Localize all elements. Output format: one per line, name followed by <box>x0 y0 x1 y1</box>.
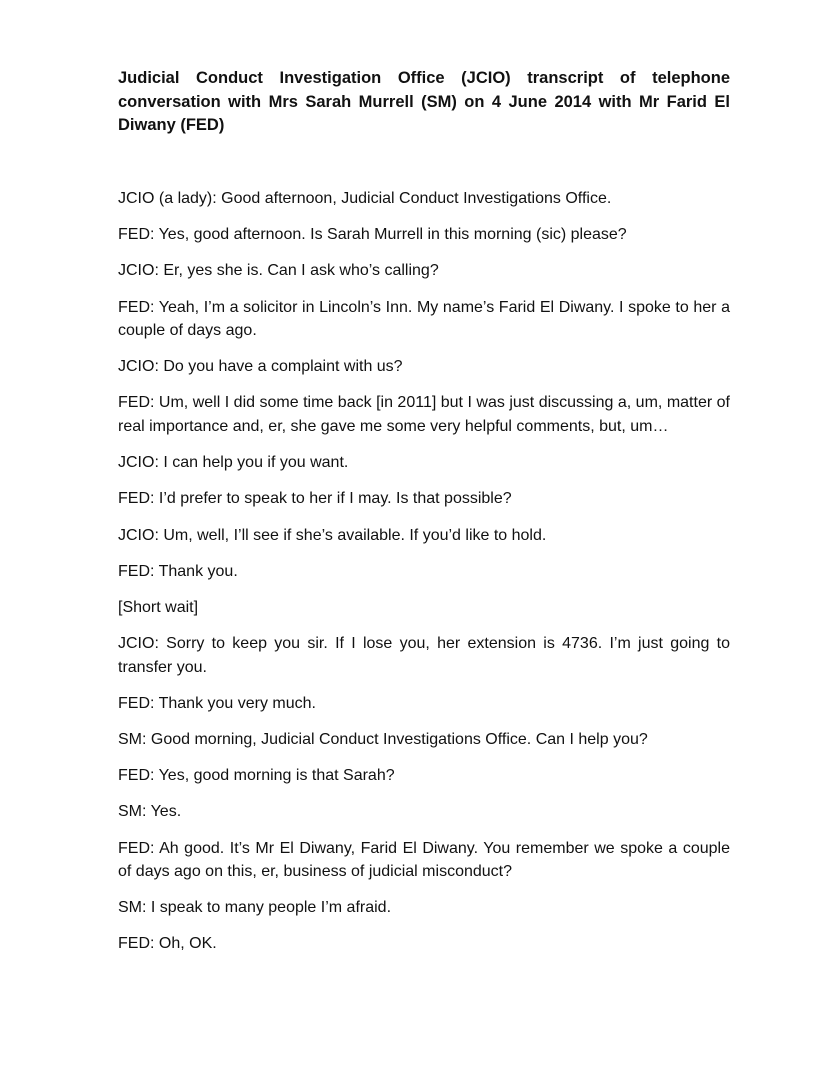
transcript-line: JCIO: Um, well, I’ll see if she’s available. If you’d like to hold. <box>118 526 547 544</box>
transcript-line: FED: Yes, good afternoon. Is Sarah Murrell in this morning (sic) please? <box>118 226 627 244</box>
transcript-line: JCIO: I can help you if you want. <box>118 454 349 472</box>
transcript-line: JCIO: Sorry to keep you sir. If I lose you, her extension is 4736. I’m just going to transfer you. <box>118 635 730 676</box>
transcript-line: FED: Um, well I did some time back [in 2011] but I was just discussing a, um, matter of real importance and, er, she gave me some very helpful comments, but, um… <box>118 394 730 435</box>
transcript-line: [Short wait] <box>118 598 199 616</box>
transcript-line: FED: Thank you. <box>118 562 238 580</box>
transcript-line: FED: Yeah, I’m a solicitor in Lincoln’s Inn. My name’s Farid El Diwany. I spoke to her a couple of days ago. <box>118 298 730 340</box>
transcript-line: JCIO: Do you have a complaint with us? <box>118 358 403 376</box>
transcript-line: FED: I’d prefer to speak to her if I may. Is that possible? <box>118 490 512 508</box>
transcript-line: SM: I speak to many people I’m afraid. <box>118 899 392 917</box>
transcript-line: FED: Thank you very much. <box>118 694 316 712</box>
transcript-body <box>118 187 730 956</box>
transcript-line: SM: Good morning, Judicial Conduct Investigations Office. Can I help you? <box>118 730 648 748</box>
transcript-line: FED: Ah good. It’s Mr El Diwany, Farid El Diwany. You remember we spoke a couple of days ago on this, er, business of judicial misconduct? <box>118 839 730 880</box>
transcript-line: SM: Yes. <box>118 803 182 821</box>
document-title: Judicial Conduct Investigation Office (JCIO) transcript of telephone conversation with Mrs Sarah Murrell (SM) on 4 June 2014 with Mr Farid El Diwany (FED) <box>118 69 730 134</box>
transcript-line: JCIO (a lady): Good afternoon, Judicial Conduct Investigations Office. <box>118 190 612 207</box>
transcript-line: FED: Oh, OK. <box>118 935 217 953</box>
transcript-line: JCIO: Er, yes she is. Can I ask who’s calling? <box>118 262 439 280</box>
transcript-line: FED: Yes, good morning is that Sarah? <box>118 767 395 785</box>
